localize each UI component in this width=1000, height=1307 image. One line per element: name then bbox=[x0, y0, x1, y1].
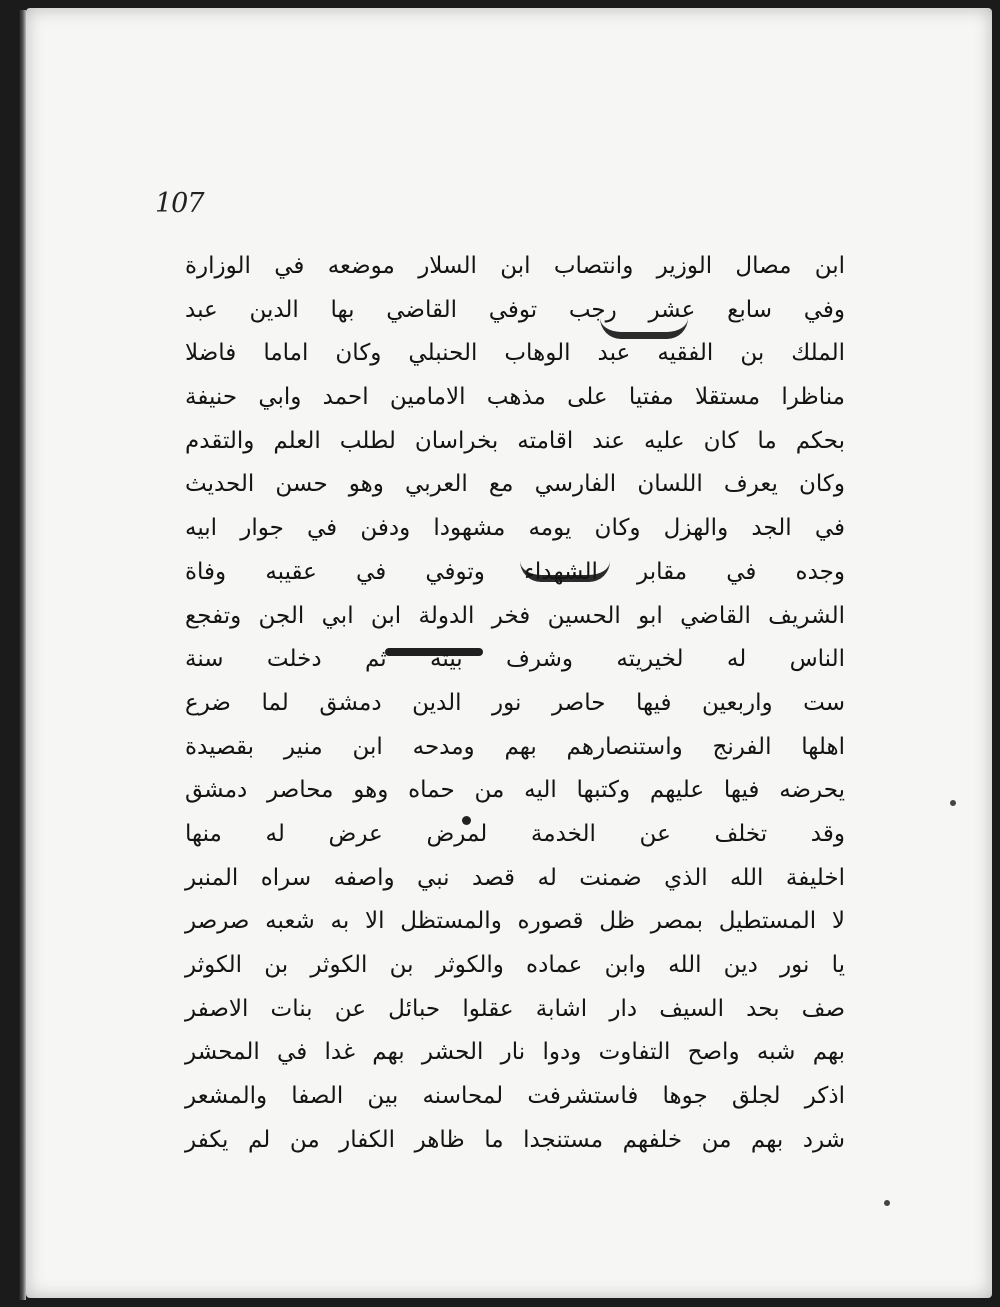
manuscript-text-block bbox=[185, 245, 845, 1162]
text-line-12: اهلها الفرنج واستنصارهم بهم ومدحه ابن منير بقصيدة bbox=[185, 733, 845, 760]
binding-gutter bbox=[18, 10, 26, 1300]
text-line-18: صف بحد السيف دار اشابة عقلوا حبائل عن بنات الاصفر bbox=[185, 995, 845, 1022]
text-line-16: لا المستطيل بمصر ظل قصوره والمستظل الا به شعبه صرصر bbox=[185, 908, 845, 935]
text-line-14: وقد تخلف عن الخدمة لمرض عرض له منها bbox=[185, 820, 845, 847]
text-line-10: الناس له لخيريته وشرف بيته ثم دخلت سنة bbox=[185, 646, 845, 673]
text-line-5: بحكم ما كان عليه عند اقامته بخراسان لطلب العلم والتقدم bbox=[185, 427, 845, 454]
folio-number: 107 bbox=[155, 188, 204, 219]
text-line-11: ست واربعين فيها حاصر نور الدين دمشق لما ضرع bbox=[185, 689, 845, 716]
text-line-17: يا نور دين الله وابن عماده والكوثر بن الكوثر بن الكوثر bbox=[185, 952, 845, 978]
text-line-9: الشريف القاضي ابو الحسين فخر الدولة ابن ابي الجن وتفجع bbox=[185, 602, 845, 629]
text-line-20: اذكر لجلق جوها فاستشرفت لمحاسنه بين الصفا والمشعر bbox=[185, 1083, 845, 1110]
text-line-1: ابن مصال الوزير وانتصاب ابن السلار موضعه في الوزارة bbox=[185, 253, 845, 279]
text-line-8: وجده في مقابر الشهداء وتوفي في عقيبه وفاة bbox=[185, 558, 845, 585]
ink-speck bbox=[950, 800, 956, 806]
text-line-21: شرد بهم من خلفهم مستنجدا ما ظاهر الكفار من لم يكفر bbox=[185, 1126, 845, 1153]
text-line-15: اخليفة الله الذي ضمنت له قصد نبي واصفه سراه المنبر bbox=[185, 864, 845, 891]
text-line-19: بهم شبه واصح التفاوت ودوا نار الحشر بهم غدا في المحشر bbox=[185, 1039, 845, 1066]
text-line-2: وفي سابع عشر رجب توفي القاضي بها الدين عبد bbox=[185, 296, 845, 323]
ink-speck bbox=[884, 1200, 890, 1206]
text-line-3: الملك بن الفقيه عبد الوهاب الحنبلي وكان اماما فاضلا bbox=[185, 340, 845, 367]
text-line-4: مناظرا مستقلا مفتيا على مذهب الامامين احمد وابي حنيفة bbox=[185, 384, 845, 411]
text-line-7: في الجد والهزل وكان يومه مشهودا ودفن في جوار ابيه bbox=[185, 515, 845, 542]
text-line-6: وكان يعرف اللسان الفارسي مع العربي وهو حسن الحديث bbox=[185, 471, 845, 498]
text-line-13: يحرضه فيها عليهم وكتبها اليه من حماه وهو محاصر دمشق bbox=[185, 777, 845, 804]
